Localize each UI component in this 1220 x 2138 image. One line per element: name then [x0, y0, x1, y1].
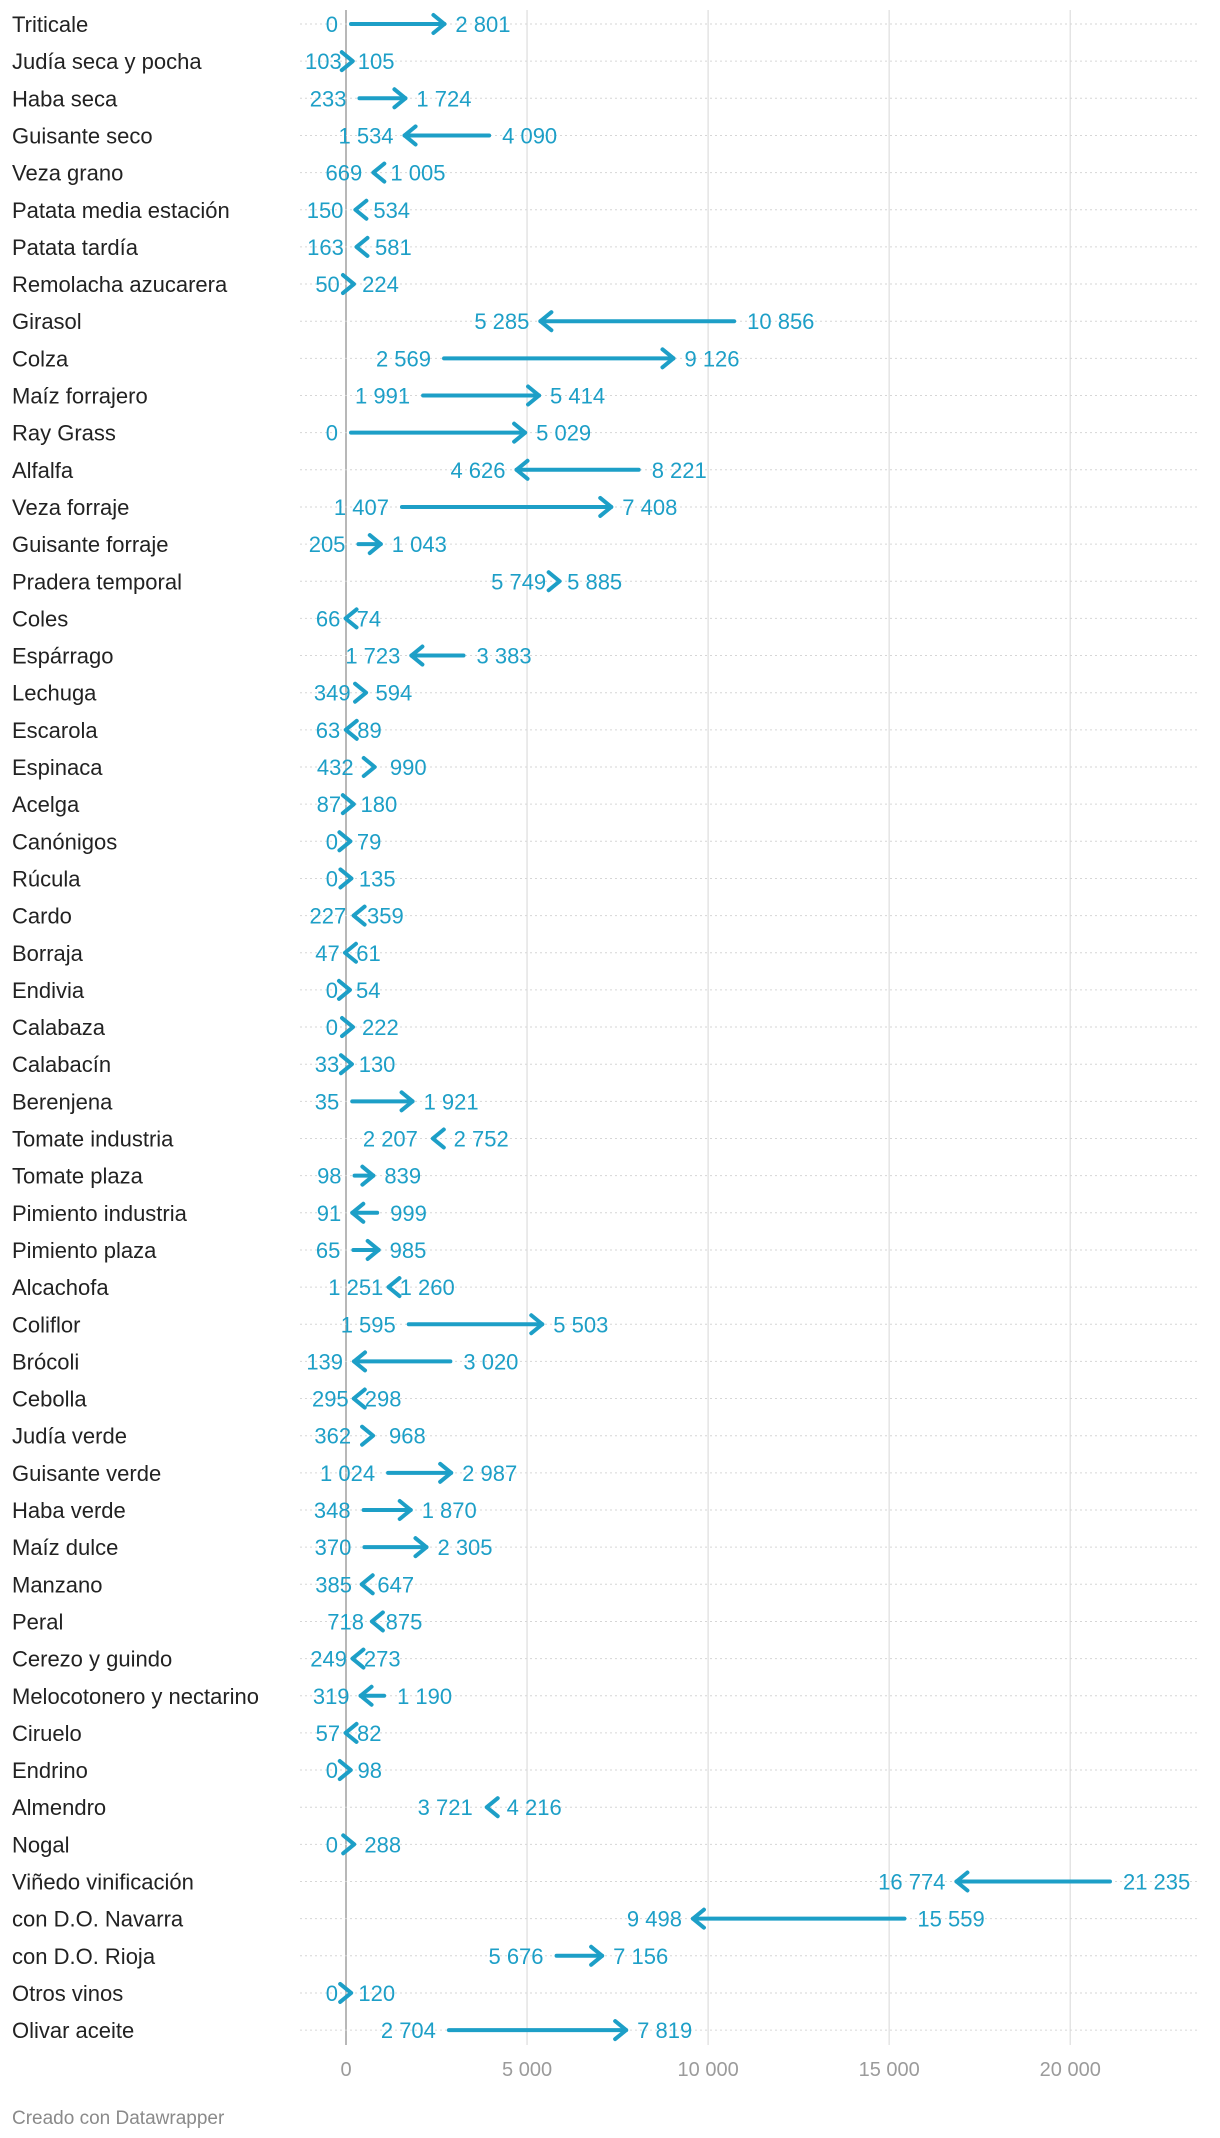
- value-label-high: 10 856: [747, 309, 815, 335]
- value-label-low: 205: [308, 532, 346, 558]
- category-label: Manzano: [12, 1572, 103, 1598]
- value-label-high: 1 043: [391, 532, 447, 558]
- x-tick-label: 15 000: [858, 2059, 920, 2081]
- category-label: Lechuga: [12, 680, 97, 706]
- value-label-high: 135: [358, 866, 396, 892]
- category-label: Triticale: [12, 12, 89, 37]
- value-label-high: 224: [362, 272, 399, 298]
- arrow: [956, 1873, 1110, 1891]
- category-label: con D.O. Rioja: [12, 1943, 156, 1969]
- value-label-low: 370: [314, 1535, 352, 1561]
- category-label: Colza: [12, 346, 69, 372]
- arrow: [433, 1130, 444, 1148]
- value-label-low: 0: [325, 1758, 338, 1784]
- category-label: Borraja: [12, 940, 83, 966]
- value-label-low: 0: [325, 1015, 338, 1041]
- value-label-high: 647: [377, 1572, 415, 1598]
- category-label: con D.O. Navarra: [12, 1906, 184, 1932]
- category-label: Ciruelo: [12, 1720, 82, 1746]
- arrow: [409, 1315, 543, 1333]
- value-label-low: 9 498: [626, 1906, 682, 1932]
- arrow: [342, 1018, 353, 1036]
- category-label: Cardo: [12, 903, 72, 929]
- arrow-head: [354, 907, 365, 925]
- value-label-low: 47: [315, 940, 340, 966]
- value-label-low: 0: [325, 977, 338, 1003]
- value-label-low: 2 704: [380, 2018, 436, 2044]
- arrow: [359, 89, 405, 107]
- value-label-high: 534: [373, 197, 411, 223]
- value-label-low: 348: [313, 1498, 351, 1523]
- value-label-high: 4 090: [502, 123, 558, 149]
- value-label-high: 594: [375, 680, 413, 706]
- value-label-high: 54: [355, 977, 381, 1003]
- value-label-low: 718: [327, 1609, 365, 1635]
- category-label: Tomate plaza: [12, 1163, 143, 1189]
- value-label-low: 1 407: [333, 494, 389, 520]
- value-label-high: 2 987: [462, 1460, 518, 1486]
- arrow: [557, 1947, 603, 1965]
- value-label-high: 875: [385, 1609, 423, 1635]
- value-label-high: 5 414: [550, 383, 606, 409]
- category-label: Calabaza: [12, 1015, 105, 1041]
- category-label: Cerezo y guindo: [12, 1646, 173, 1672]
- value-label-high: 21 235: [1122, 1869, 1191, 1895]
- credit-text: Creado con Datawrapper: [12, 2108, 225, 2129]
- arrow-head: [433, 1130, 444, 1148]
- value-label-high: 2 752: [453, 1126, 509, 1152]
- category-label: Pradera temporal: [12, 569, 182, 595]
- value-label-high: 105: [357, 49, 395, 75]
- value-label-low: 5 285: [474, 309, 530, 335]
- value-label-low: 0: [325, 829, 338, 855]
- category-label: Espinaca: [12, 755, 103, 780]
- arrow: [373, 164, 384, 182]
- arrow: [388, 1464, 451, 1482]
- category-label: Brócoli: [12, 1349, 80, 1375]
- category-label: Haba verde: [12, 1498, 126, 1523]
- category-label: Alcachofa: [12, 1275, 109, 1301]
- value-label-high: 968: [389, 1423, 426, 1449]
- value-label-low: 4 626: [450, 457, 506, 483]
- value-label-low: 295: [311, 1386, 349, 1412]
- category-label: Ray Grass: [12, 420, 116, 446]
- value-label-low: 362: [314, 1423, 352, 1449]
- value-label-high: 298: [364, 1386, 402, 1412]
- value-label-high: 130: [358, 1052, 396, 1078]
- value-label-low: 249: [310, 1646, 348, 1672]
- value-label-high: 1 921: [423, 1089, 479, 1115]
- category-label: Veza forraje: [12, 494, 130, 520]
- value-label-high: 61: [356, 940, 381, 966]
- value-label-low: 139: [306, 1349, 344, 1375]
- value-label-high: 2 801: [455, 12, 511, 37]
- value-label-high: 581: [375, 234, 412, 260]
- value-label-low: 319: [312, 1683, 350, 1709]
- category-label: Judía seca y pocha: [12, 49, 202, 75]
- value-label-low: 50: [315, 272, 340, 298]
- value-label-high: 999: [390, 1200, 427, 1226]
- value-label-low: 63: [315, 717, 341, 743]
- arrow-head: [354, 1390, 365, 1408]
- category-label: Alfalfa: [12, 457, 74, 483]
- value-label-low: 0: [325, 1980, 338, 2006]
- arrow: [402, 498, 611, 516]
- value-label-low: 1 595: [340, 1312, 396, 1338]
- arrow: [364, 1538, 426, 1556]
- category-label: Espárrago: [12, 643, 114, 669]
- value-label-high: 2 305: [437, 1535, 493, 1561]
- arrow: [343, 275, 354, 293]
- arrow: [540, 312, 734, 330]
- value-label-low: 103: [305, 49, 342, 75]
- arrow: [343, 1835, 354, 1853]
- value-label-high: 222: [362, 1015, 399, 1041]
- x-tick-label: 10 000: [677, 2059, 739, 2081]
- arrow-head: [343, 275, 354, 293]
- value-label-low: 65: [315, 1237, 341, 1263]
- category-label: Pimiento industria: [12, 1200, 187, 1226]
- value-label-low: 385: [315, 1572, 352, 1598]
- arrow: [364, 1501, 411, 1519]
- arrow: [411, 647, 463, 665]
- category-label: Rúcula: [12, 866, 81, 892]
- arrow-head: [362, 1427, 373, 1445]
- category-label: Guisante seco: [12, 123, 153, 149]
- x-tick-label: 5 000: [502, 2059, 553, 2081]
- value-label-low: 1 723: [345, 643, 401, 669]
- arrows: [339, 15, 1110, 2039]
- arrow-head: [373, 164, 384, 182]
- value-label-low: 5 676: [488, 1943, 544, 1969]
- category-label: Maíz forrajero: [12, 383, 148, 409]
- value-label-high: 74: [356, 606, 382, 632]
- category-label: Escarola: [12, 717, 98, 743]
- arrow: [358, 535, 380, 553]
- category-label: Peral: [12, 1609, 64, 1635]
- category-label: Acelga: [12, 792, 80, 818]
- category-label: Girasol: [12, 309, 82, 335]
- value-label-high: 9 126: [684, 346, 740, 372]
- arrow-head: [343, 1835, 354, 1853]
- arrow: [423, 387, 539, 405]
- value-label-low: 227: [309, 903, 347, 929]
- arrow: [351, 424, 525, 442]
- arrow-head: [388, 1278, 399, 1296]
- value-label-low: 98: [317, 1163, 342, 1189]
- value-label-low: 233: [309, 86, 347, 112]
- value-label-low: 0: [325, 866, 338, 892]
- value-label-low: 5 749: [491, 569, 547, 595]
- value-label-high: 89: [357, 717, 382, 743]
- value-label-low: 1 991: [355, 383, 411, 409]
- arrow: [342, 52, 353, 70]
- value-label-low: 66: [315, 606, 341, 632]
- value-label-low: 0: [325, 12, 338, 37]
- value-label-high: 1 190: [397, 1683, 453, 1709]
- value-label-low: 91: [316, 1200, 342, 1226]
- value-label-low: 1 024: [320, 1460, 376, 1486]
- arrow: [352, 1204, 377, 1222]
- value-label-low: 1 534: [338, 123, 394, 149]
- value-label-high: 180: [360, 792, 398, 818]
- value-label-high: 120: [358, 1980, 396, 2006]
- value-label-high: 98: [357, 1758, 383, 1784]
- category-label: Coliflor: [12, 1312, 81, 1338]
- category-label: Viñedo vinificación: [12, 1869, 194, 1895]
- value-label-high: 15 559: [917, 1906, 985, 1932]
- value-label-low: 669: [325, 160, 363, 186]
- category-label: Guisante verde: [12, 1460, 162, 1486]
- category-label: Judía verde: [12, 1423, 127, 1449]
- category-label: Cebolla: [12, 1386, 87, 1412]
- value-label-low: 0: [325, 1832, 338, 1858]
- category-label: Maíz dulce: [12, 1535, 119, 1561]
- category-label: Haba seca: [12, 86, 118, 112]
- value-label-low: 150: [306, 197, 344, 223]
- value-label-high: 82: [356, 1720, 382, 1746]
- value-label-high: 839: [384, 1163, 422, 1189]
- category-label: Olivar aceite: [12, 2018, 135, 2044]
- arrow: [354, 907, 365, 925]
- arrow: [352, 1092, 412, 1110]
- arrow: [354, 1352, 450, 1370]
- value-label-high: 985: [389, 1237, 427, 1263]
- category-label: Calabacín: [12, 1052, 112, 1078]
- category-label: Veza grano: [12, 160, 124, 186]
- arrow: [353, 1241, 378, 1259]
- value-label-high: 5 503: [553, 1312, 609, 1338]
- value-label-high: 5 885: [567, 569, 623, 595]
- value-label-high: 7 819: [637, 2018, 693, 2044]
- value-label-high: 3 383: [476, 643, 532, 669]
- arrow-head: [343, 795, 354, 813]
- arrow: [388, 1278, 399, 1296]
- arrow: [444, 349, 673, 367]
- value-label-low: 163: [307, 234, 344, 260]
- category-labels: [12, 12, 259, 2043]
- category-label: Patata tardía: [12, 234, 138, 260]
- value-label-low: 33: [314, 1052, 340, 1078]
- value-label-low: 16 774: [878, 1869, 946, 1895]
- category-label: Endivia: [12, 977, 85, 1003]
- arrow-head: [342, 52, 353, 70]
- value-label-low: 349: [313, 680, 351, 706]
- value-label-low: 35: [314, 1089, 340, 1115]
- value-label-low: 432: [316, 755, 354, 780]
- category-label: Endrino: [12, 1758, 88, 1784]
- value-label-high: 1 005: [390, 160, 446, 186]
- value-label-low: 1 251: [328, 1275, 384, 1301]
- arrow: [362, 1427, 373, 1445]
- value-label-high: 7 156: [613, 1943, 669, 1969]
- arrow: [343, 795, 354, 813]
- category-label: Almendro: [12, 1795, 107, 1821]
- value-label-high: 990: [389, 755, 427, 780]
- arrow: [693, 1910, 904, 1928]
- value-label-high: 359: [367, 903, 404, 929]
- value-label-high: 7 408: [622, 494, 678, 520]
- category-label: Guisante forraje: [12, 532, 169, 558]
- value-label-high: 273: [363, 1646, 401, 1672]
- value-label-low: 3 721: [417, 1795, 473, 1821]
- value-label-low: 2 207: [362, 1126, 418, 1152]
- x-axis-ticks: [340, 2059, 1100, 2081]
- arrow: [517, 461, 639, 479]
- category-label: Coles: [12, 606, 69, 632]
- value-label-low: 2 569: [375, 346, 432, 372]
- value-label-high: 4 216: [506, 1795, 562, 1821]
- category-label: Canónigos: [12, 829, 118, 855]
- category-label: Berenjena: [12, 1089, 113, 1115]
- x-tick-label: 20 000: [1039, 2059, 1101, 2081]
- category-label: Tomate industria: [12, 1126, 174, 1152]
- value-label-high: 3 020: [463, 1349, 519, 1375]
- category-label: Patata media estación: [12, 197, 230, 223]
- arrow: [355, 1167, 374, 1185]
- value-label-high: 1 870: [421, 1498, 477, 1523]
- value-label-high: 79: [356, 829, 382, 855]
- category-label: Otros vinos: [12, 1980, 124, 2006]
- x-tick-label: 0: [340, 2059, 352, 2081]
- arrow-head: [342, 1018, 353, 1036]
- category-label: Remolacha azucarera: [12, 272, 228, 298]
- category-label: Nogal: [12, 1832, 70, 1858]
- category-label: Pimiento plaza: [12, 1237, 157, 1263]
- arrow: [354, 1390, 365, 1408]
- value-label-high: 8 221: [651, 457, 707, 483]
- arrow: [405, 126, 490, 144]
- value-labels: [305, 12, 1190, 2043]
- value-label-low: 0: [325, 420, 338, 446]
- arrow: [351, 15, 444, 33]
- value-label-high: 1 724: [416, 86, 472, 112]
- arrow: [449, 2021, 626, 2039]
- value-label-low: 87: [316, 792, 342, 818]
- arrow: [361, 1687, 385, 1705]
- value-label-high: 1 260: [399, 1275, 455, 1301]
- value-label-high: 288: [364, 1832, 402, 1858]
- category-label: Melocotonero y nectarino: [12, 1683, 260, 1709]
- value-label-low: 57: [315, 1720, 341, 1746]
- value-label-high: 5 029: [536, 420, 592, 446]
